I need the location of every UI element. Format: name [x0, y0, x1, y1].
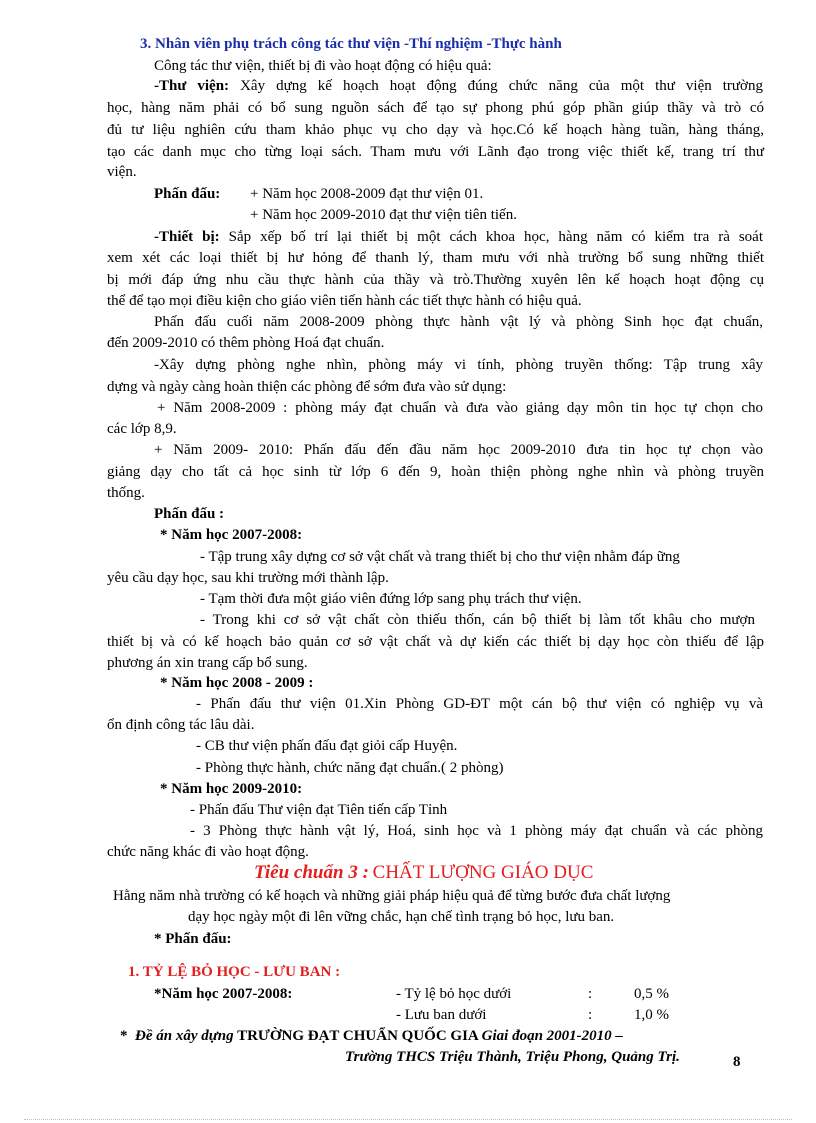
bullet-item: - Tạm thời đưa một giáo viên đứng lớp sang phụ trách thư viện.: [200, 591, 582, 607]
paragraph: dựng và ngày càng hoàn thiện các phòng để sớm đưa vào sử dụng:: [107, 379, 507, 395]
bullet-item: chức năng khác đi vào hoạt động.: [107, 844, 309, 860]
bullet-item: ổn định công tác lâu dài.: [107, 717, 255, 733]
paragraph: Hằng năm nhà trường có kế hoạch và những giải pháp hiệu quả để từng bước đưa chất lượng: [113, 888, 671, 904]
rate-value: 0,5 %: [634, 986, 669, 1002]
bullet-item: - 3 Phòng thực hành vật lý, Hoá, sinh học và 1 phòng máy đạt chuẩn và các phòng: [190, 823, 763, 839]
footer-line: [120, 1026, 623, 1046]
paragraph: bị mới đáp ứng nhu cầu thực hành của thầy và trò.Thường xuyên lên kế hoạch hoạt động cụ: [107, 272, 764, 288]
subsection-heading: 1. TỶ LỆ BỎ HỌC - LƯU BAN :: [128, 964, 341, 980]
rate-label: - Lưu ban dưới: [396, 1007, 487, 1023]
year-heading: *Năm học 2007-2008:: [154, 986, 293, 1002]
bullet-item: - Phòng thực hành, chức năng đạt chuẩn.( 2 phòng): [196, 760, 504, 776]
text: Sắp xếp bố trí lại thiết bị một cách khoa học, hàng năm có kiểm tra rà soát: [228, 229, 764, 245]
paragraph: Công tác thư viện, thiết bị đi vào hoạt động có hiệu quả:: [154, 58, 492, 74]
paragraph: giảng dạy cho tất cả học sinh từ lớp 6 đến 9, hoàn thiện phòng nghe nhìn và phòng truyền: [107, 464, 764, 480]
rate-colon: :: [588, 1007, 593, 1023]
bullet-item: - Trong khi cơ sở vật chất còn thiếu thốn, cán bộ thiết bị làm tốt khâu cho mượn: [200, 612, 755, 628]
standard-title: CHẤT LƯỢNG GIÁO DỤC: [372, 862, 594, 883]
paragraph: + Năm 2008-2009 : phòng máy đạt chuẩn và đưa vào giảng dạy môn tin học tự chọn cho: [157, 400, 763, 416]
section-heading: 3. Nhân viên phụ trách công tác thư viện -Thí nghiệm -Thực hành: [140, 36, 562, 52]
footer-title: TRƯỜNG ĐẠT CHUẨN QUỐC GIA: [237, 1028, 478, 1044]
footer-de-an: Đề án xây dựng: [135, 1028, 234, 1044]
paragraph: thống.: [107, 485, 145, 501]
paragraph: các lớp 8,9.: [107, 421, 177, 437]
paragraph: viện.: [107, 164, 137, 180]
paragraph: đến 2009-2010 có thêm phòng Hoá đạt chuẩn.: [107, 335, 385, 351]
text: Xây dựng kế hoạch hoạt động đúng chức năng của một thư viện trường: [240, 78, 763, 94]
bullet-item: - Phấn đấu Thư viện đạt Tiên tiến cấp Tỉnh: [190, 802, 448, 818]
year-heading: * Năm học 2008 - 2009 :: [160, 675, 314, 691]
label-thiet-bi: -Thiết bị:: [154, 229, 220, 245]
paragraph: dạy học ngày một đi lên vững chắc, hạn chế tình trạng bỏ học, lưu ban.: [188, 909, 615, 925]
footer-school: Trường THCS Triệu Thành, Triệu Phong, Quảng Trị.: [345, 1049, 680, 1065]
paragraph: Phấn đấu cuối năm 2008-2009 phòng thực hành vật lý và phòng Sinh học đạt chuẩn,: [154, 314, 763, 330]
bullet-item: - Tập trung xây dựng cơ sở vật chất và trang thiết bị cho thư viện nhằm đáp ững: [200, 549, 680, 565]
bullet-item: yêu cầu dạy học, sau khi trường mới thành lập.: [107, 570, 389, 586]
paragraph: xem xét các loại thiết bị hư hỏng để thanh lý, tham mưu với nhà trường bổ sung những thiết: [107, 250, 764, 266]
paragraph: [154, 227, 763, 247]
year-heading: * Năm học 2009-2010:: [160, 781, 303, 797]
paragraph: tạo các danh mục cho từng loại sách. Tham mưu với Lãnh đạo trong việc thiết kế, trang trí thư: [107, 144, 764, 160]
paragraph: -Xây dựng phòng nghe nhìn, phòng máy vi tính, phòng truyền thống: Tập trung xây: [154, 357, 763, 373]
paragraph: học, hàng năm phải có bổ sung nguồn sách để tạo sự phong phú góp phần giúp thầy và trò có: [107, 100, 764, 116]
bullet-item: - Phấn đấu thư viện 01.Xin Phòng GD-ĐT một cán bộ thư viện có nghiệp vụ và: [196, 696, 763, 712]
goal-item: + Năm học 2008-2009 đạt thư viện 01.: [250, 186, 484, 202]
footer-star: *: [120, 1028, 128, 1044]
paragraph: + Năm 2009- 2010: Phấn đấu đến đầu năm học 2009-2010 đưa tin học tự chọn vào: [154, 442, 763, 458]
label-phan-dau: Phấn đấu:: [154, 186, 221, 202]
label-phan-dau: * Phấn đấu:: [154, 931, 232, 947]
page-number: 8: [733, 1054, 741, 1070]
page-bottom-border: [24, 1119, 792, 1120]
rate-colon: :: [588, 986, 593, 1002]
bullet-item: phương án xin trang cấp bổ sung.: [107, 655, 308, 671]
rate-value: 1,0 %: [634, 1007, 669, 1023]
footer-period: Giai đoạn 2001-2010 –: [481, 1028, 623, 1044]
bullet-item: thiết bị và có kế hoạch bảo quản cơ sở vật chất và dự kiến các thiết bị dạy học còn thiếu để lập: [107, 634, 764, 650]
paragraph: thể để tạo mọi điều kiện cho giáo viên tiến hành các tiết thực hành có hiệu quả.: [107, 293, 582, 309]
year-heading: * Năm học 2007-2008:: [160, 527, 303, 543]
paragraph: đủ tư liệu nghiên cứu tham khảo phục vụ cho dạy và học.Có kế hoạch hàng tuần, hàng tháng,: [107, 122, 764, 138]
label-phan-dau: Phấn đấu :: [154, 506, 225, 522]
standard-heading: [254, 861, 593, 886]
paragraph: [154, 76, 763, 96]
bullet-item: - CB thư viện phấn đấu đạt giỏi cấp Huyện.: [196, 738, 458, 754]
goal-item: + Năm học 2009-2010 đạt thư viện tiên tiến.: [250, 207, 517, 223]
standard-prefix: Tiêu chuẩn 3 :: [254, 862, 369, 883]
label-thu-vien: -Thư viện:: [154, 78, 230, 94]
rate-label: - Tỷ lệ bỏ học dưới: [396, 986, 512, 1002]
